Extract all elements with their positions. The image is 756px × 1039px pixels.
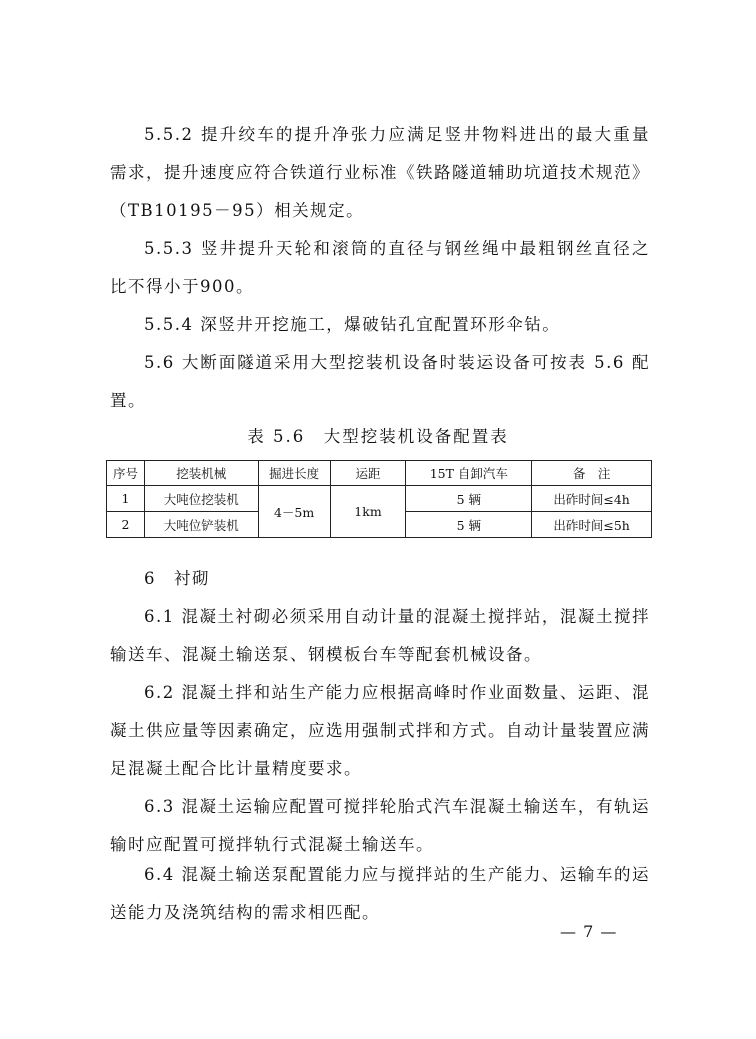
- header-dig-length: 掘进长度: [258, 461, 330, 486]
- cell-no: 1: [107, 486, 145, 512]
- table-row: [107, 486, 652, 512]
- paragraph-5-5-2: 5.5.2 提升绞车的提升净张力应满足竖井物料进出的最大重量需求，提升速度应符合铁道行业标准《铁路隧道辅助坑道技术规范》（TB10195－95）相关规定。: [110, 125, 650, 220]
- page-number: — 7 —: [560, 922, 618, 941]
- equipment-table: [106, 460, 652, 538]
- header-note: 备 注: [532, 461, 652, 486]
- paragraph-6-2: 6.2 混凝土拌和站生产能力应根据高峰时作业面数量、运距、混凝土供应量等因素确定，应选用强制式拌和方式。自动计量装置应满足混凝土配合比计量精度要求。: [110, 683, 650, 778]
- cell-trucks: 5 辆: [406, 512, 532, 538]
- cell-machine: 大吨位铲装机: [144, 512, 258, 538]
- section-heading: 6 衬砌: [144, 569, 210, 588]
- cell-trucks: 5 辆: [406, 486, 532, 512]
- table-header-row: [107, 461, 652, 486]
- cell-note: 出砟时间≤4h: [532, 486, 652, 512]
- header-no: 序号: [107, 461, 145, 486]
- cell-note: 出砟时间≤5h: [532, 512, 652, 538]
- paragraph-5-5-3: 5.5.3 竖井提升天轮和滚筒的直径与钢丝绳中最粗钢丝直径之比不得小于900。: [110, 239, 650, 296]
- header-distance: 运距: [330, 461, 406, 486]
- cell-dig-length: 4－5m: [258, 486, 330, 538]
- paragraph-6-1: 6.1 混凝土衬砌必须采用自动计量的混凝土搅拌站，混凝土搅拌输送车、混凝土输送泵、钢模板台车等配套机械设备。: [110, 607, 650, 664]
- table-title: 表 5.6 大型挖装机设备配置表: [247, 427, 509, 446]
- paragraph-6-4: 6.4 混凝土输送泵配置能力应与搅拌站的生产能力、运输车的运送能力及浇筑结构的需求相匹配。: [110, 865, 650, 922]
- cell-no: 2: [107, 512, 145, 538]
- paragraph-5-6: 5.6 大断面隧道采用大型挖装机设备时装运设备可按表 5.6 配置。: [110, 353, 650, 410]
- paragraph-6-3: 6.3 混凝土运输应配置可搅拌轮胎式汽车混凝土输送车，有轨运输时应配置可搅拌轨行式混凝土输送车。: [110, 797, 650, 854]
- header-machine: 挖装机械: [144, 461, 258, 486]
- cell-distance: 1km: [330, 486, 406, 538]
- header-trucks: 15T 自卸汽车: [406, 461, 532, 486]
- cell-machine: 大吨位挖装机: [144, 486, 258, 512]
- paragraph-5-5-4: 5.5.4 深竖井开挖施工，爆破钻孔宜配置环形伞钻。: [144, 315, 561, 334]
